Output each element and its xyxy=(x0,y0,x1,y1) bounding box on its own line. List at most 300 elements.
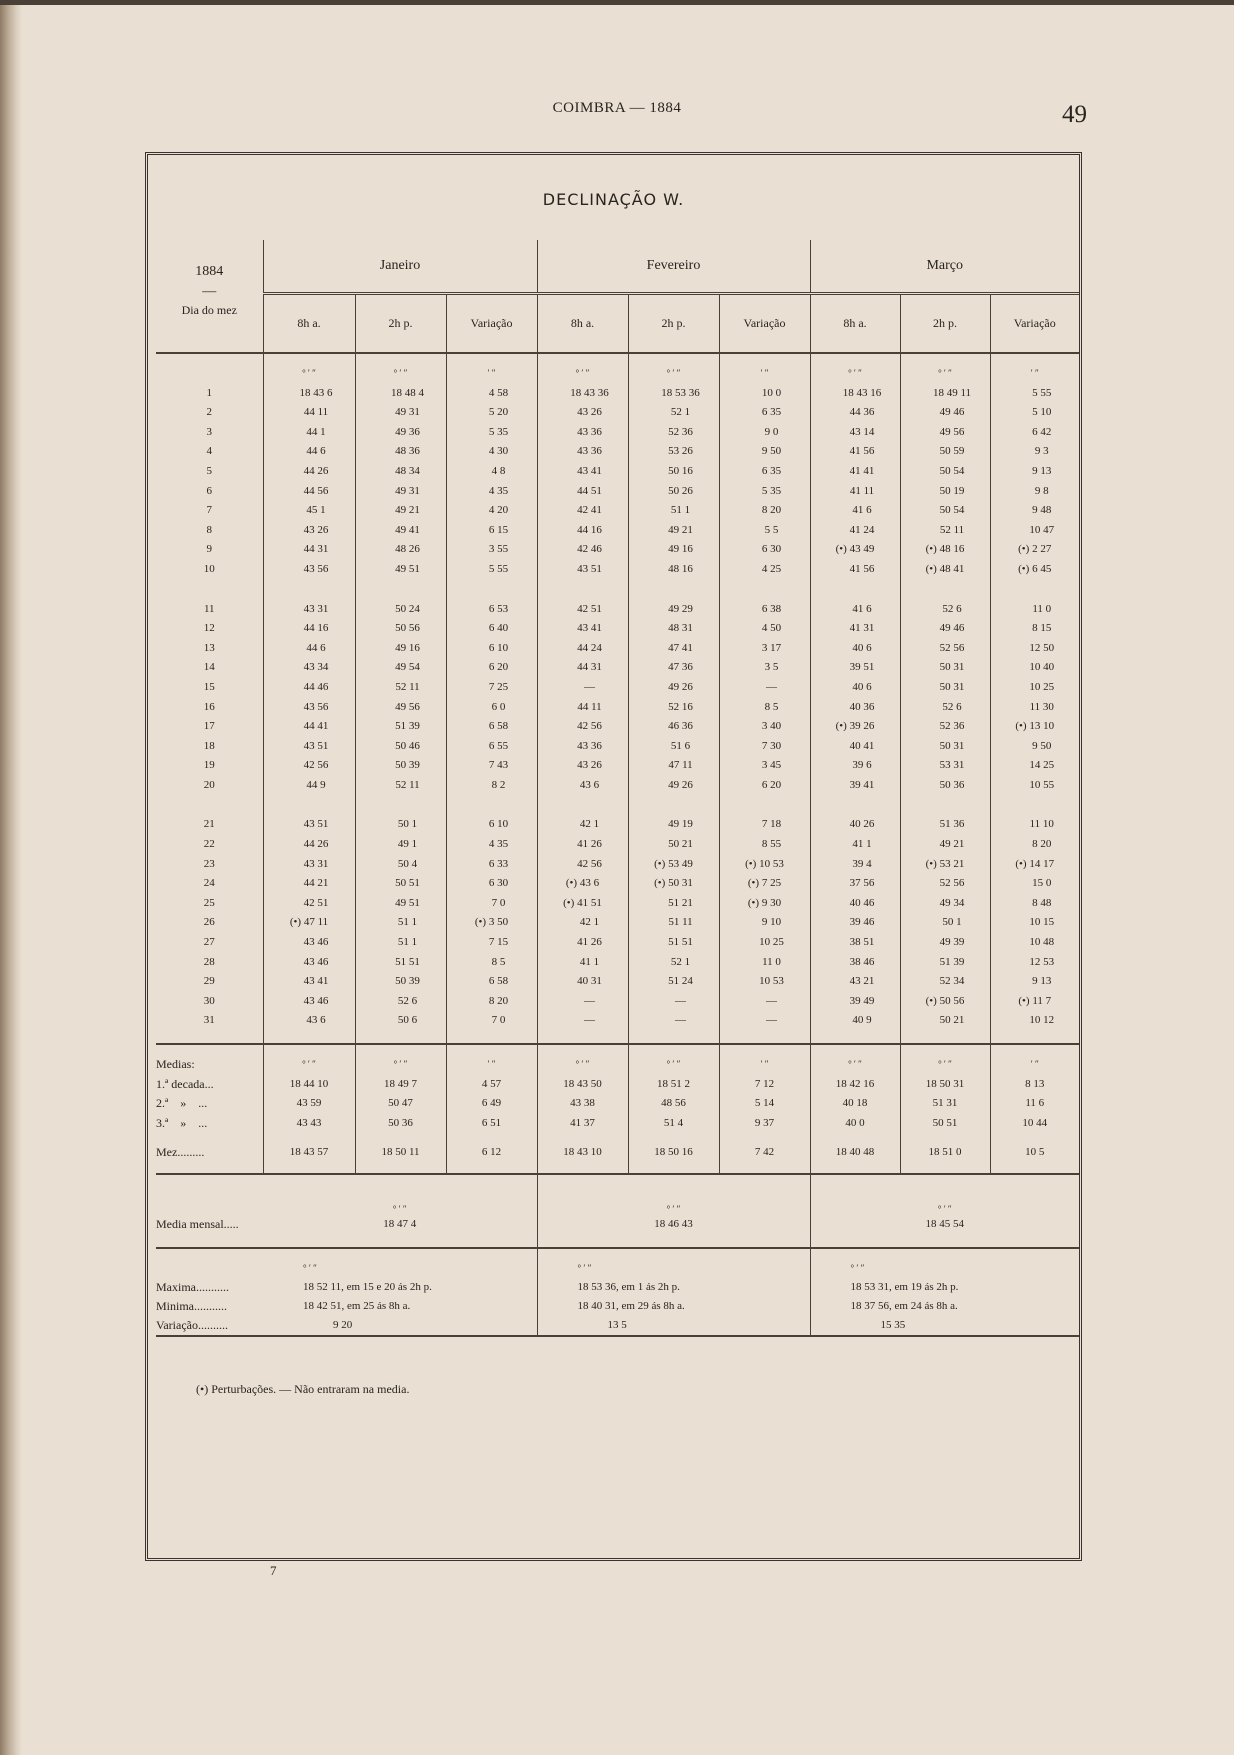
value-text: 44 21 xyxy=(303,877,329,890)
value-text: 18 48 4 xyxy=(391,386,424,399)
perturbation-marker: (•) xyxy=(925,543,937,556)
value-text: 44 36 xyxy=(849,406,875,419)
table-row xyxy=(156,933,1079,953)
medias-value: 43 59 xyxy=(263,1094,355,1114)
value-text: 43 36 xyxy=(577,739,602,752)
extremes-unit: ° ′ ″ xyxy=(303,1262,317,1273)
value-text: 10 48 xyxy=(1029,936,1055,949)
value-text: 44 51 xyxy=(577,484,602,497)
day-number: 11 xyxy=(203,602,215,615)
value-cell xyxy=(900,658,990,678)
value-cell xyxy=(719,619,810,639)
value-text: 12 50 xyxy=(1029,641,1055,654)
value-text: 49 16 xyxy=(395,641,420,654)
value-cell xyxy=(990,756,1079,776)
medias-value: 43 43 xyxy=(263,1114,355,1134)
value-text: 39 49 xyxy=(849,994,875,1007)
value-text: 53 31 xyxy=(939,759,965,772)
value-cell xyxy=(628,560,719,580)
book-binding-edge xyxy=(0,0,22,1755)
value-cell xyxy=(355,501,446,521)
medias-value: 18 50 31 xyxy=(900,1075,990,1095)
value-text: 6 38 xyxy=(761,602,782,615)
medias-value: 43 38 xyxy=(537,1094,628,1114)
value-text: 49 34 xyxy=(939,896,965,909)
perturbation-marker: (•) xyxy=(747,877,760,890)
value-cell xyxy=(537,403,628,423)
value-cell xyxy=(263,1011,355,1031)
value-text: 7 25 xyxy=(488,680,509,693)
value-text: 43 31 xyxy=(303,602,329,615)
value-cell xyxy=(263,639,355,659)
day-number: 4 xyxy=(206,445,212,458)
gap-cell xyxy=(719,795,810,815)
value-cell xyxy=(900,972,990,992)
value-text: — xyxy=(766,994,777,1007)
value-cell xyxy=(355,756,446,776)
medias-label: Medias: xyxy=(156,1044,263,1075)
value-text: 48 36 xyxy=(395,445,420,458)
medias-value: 18 44 10 xyxy=(263,1075,355,1095)
value-cell xyxy=(628,933,719,953)
value-cell xyxy=(810,776,900,796)
summary-spacer xyxy=(156,1031,1079,1044)
day-number: 29 xyxy=(203,975,215,988)
value-text: 51 51 xyxy=(668,936,693,949)
gap-cell xyxy=(810,580,900,600)
value-text: 50 31 xyxy=(939,661,965,674)
value-cell xyxy=(537,423,628,443)
value-text: 50 19 xyxy=(939,484,965,497)
value-cell xyxy=(990,482,1079,502)
table-row xyxy=(156,698,1079,718)
value-cell xyxy=(628,423,719,443)
value-cell xyxy=(537,462,628,482)
value-cell xyxy=(446,521,537,541)
day-number: 14 xyxy=(203,661,215,674)
gap-cell xyxy=(263,580,355,600)
value-text: 43 56 xyxy=(303,562,329,575)
value-text: 50 16 xyxy=(668,464,693,477)
extremes-var: 15 35 xyxy=(880,1318,906,1331)
medias-value: 41 37 xyxy=(537,1114,628,1134)
value-text: 3 40 xyxy=(761,720,782,733)
day-number: 25 xyxy=(203,896,215,909)
value-cell xyxy=(446,619,537,639)
value-cell xyxy=(990,639,1079,659)
value-text: 3 45 xyxy=(761,759,782,772)
gap-cell xyxy=(355,1031,446,1044)
table-row xyxy=(156,1011,1079,1031)
value-cell xyxy=(990,737,1079,757)
value-cell xyxy=(355,815,446,835)
subheader-row xyxy=(156,294,1079,354)
value-cell xyxy=(263,972,355,992)
value-text: 37 56 xyxy=(849,877,875,890)
value-text: 6 33 xyxy=(488,857,509,870)
value-cell xyxy=(719,698,810,718)
value-cell xyxy=(900,776,990,796)
value-text: 52 36 xyxy=(668,425,693,438)
subheader-8h: 8h a. xyxy=(810,294,900,354)
value-text: 41 51 xyxy=(577,896,602,909)
sheet-number: 7 xyxy=(270,1563,277,1578)
value-cell xyxy=(719,658,810,678)
gap-cell xyxy=(537,580,628,600)
value-cell xyxy=(446,560,537,580)
value-text: 50 1 xyxy=(942,916,962,929)
value-text: 8 20 xyxy=(488,994,509,1007)
perturbation-marker: (•) xyxy=(1015,857,1027,870)
media-mensal-label: Media mensal..... xyxy=(156,1174,263,1248)
value-cell xyxy=(719,737,810,757)
value-text: 12 53 xyxy=(1029,955,1055,968)
value-cell xyxy=(810,855,900,875)
mez-value: 18 43 10 xyxy=(537,1133,628,1174)
day-number: 24 xyxy=(203,877,215,890)
extremes-min: 18 42 51, em 25 ás 8h a. xyxy=(303,1299,411,1312)
value-cell xyxy=(446,423,537,443)
extremes-month xyxy=(810,1248,1079,1336)
value-text: 3 5 xyxy=(764,661,779,674)
value-text: 15 0 xyxy=(1032,877,1052,890)
subheader-2h: 2h p. xyxy=(900,294,990,354)
media-mensal-row xyxy=(156,1174,1079,1248)
medias-unit: ′ ″ xyxy=(446,1044,537,1075)
extremes-label: Minima........... xyxy=(156,1298,227,1313)
medias-value: 50 51 xyxy=(900,1114,990,1134)
value-cell xyxy=(446,835,537,855)
value-text: 9 3 xyxy=(1034,445,1049,458)
day-number: 17 xyxy=(203,720,215,733)
value-cell xyxy=(990,462,1079,482)
value-text: 43 41 xyxy=(303,975,329,988)
value-text: 44 24 xyxy=(577,641,602,654)
table-row xyxy=(156,501,1079,521)
value-cell xyxy=(446,462,537,482)
value-text: — xyxy=(584,680,595,693)
value-cell xyxy=(263,423,355,443)
value-cell xyxy=(628,600,719,620)
value-text: 44 41 xyxy=(303,720,329,733)
value-cell xyxy=(628,521,719,541)
value-text: 47 11 xyxy=(303,916,329,929)
value-cell xyxy=(446,384,537,404)
value-cell xyxy=(900,717,990,737)
medias-value: 6 49 xyxy=(446,1094,537,1114)
value-cell xyxy=(990,874,1079,894)
value-text: 6 45 xyxy=(1032,562,1052,575)
day-number: 16 xyxy=(203,700,215,713)
value-cell xyxy=(628,384,719,404)
value-text: 44 9 xyxy=(306,778,326,791)
value-text: 49 29 xyxy=(668,602,693,615)
value-text: 5 55 xyxy=(1032,386,1052,399)
value-cell xyxy=(537,874,628,894)
value-cell xyxy=(810,501,900,521)
value-text: 38 46 xyxy=(849,955,875,968)
value-cell xyxy=(446,600,537,620)
day-number: 27 xyxy=(203,936,215,949)
perturbation-marker: (•) xyxy=(747,896,760,909)
extremes-month xyxy=(263,1248,537,1336)
day-number: 22 xyxy=(203,838,215,851)
unit-label: ° ′ ″ xyxy=(628,353,719,384)
value-text: 6 30 xyxy=(761,543,782,556)
table-row xyxy=(156,540,1079,560)
value-text: 49 41 xyxy=(395,523,420,536)
value-text: 51 24 xyxy=(668,975,693,988)
value-text: 43 34 xyxy=(303,661,329,674)
table-row xyxy=(156,756,1079,776)
value-text: 8 20 xyxy=(1032,838,1052,851)
value-cell xyxy=(990,521,1079,541)
value-text: 41 56 xyxy=(849,445,875,458)
medias-value: 18 49 7 xyxy=(355,1075,446,1095)
perturbation-marker: (•) xyxy=(1018,994,1030,1007)
extremes-max: 18 53 31, em 19 ás 2h p. xyxy=(850,1280,959,1293)
year-header: 1884 — Dia do mez xyxy=(156,240,263,353)
value-cell xyxy=(628,855,719,875)
medias-unit: ° ′ ″ xyxy=(628,1044,719,1075)
value-text: 11 30 xyxy=(1029,700,1054,713)
value-cell xyxy=(355,540,446,560)
value-cell xyxy=(537,815,628,835)
table-row xyxy=(156,619,1079,639)
value-text: 4 30 xyxy=(488,445,509,458)
value-text: — xyxy=(766,1014,777,1027)
value-text: 50 54 xyxy=(939,504,965,517)
value-cell xyxy=(537,658,628,678)
value-text: 47 11 xyxy=(668,759,693,772)
medias-value: 51 4 xyxy=(628,1114,719,1134)
value-cell xyxy=(719,482,810,502)
medias-value: 18 43 50 xyxy=(537,1075,628,1095)
value-text: 53 49 xyxy=(668,857,693,870)
extremes-month xyxy=(537,1248,810,1336)
value-cell xyxy=(719,1011,810,1031)
value-text: 10 53 xyxy=(759,975,784,988)
value-cell xyxy=(263,619,355,639)
month-header-fevereiro: Fevereiro xyxy=(537,240,810,294)
value-cell xyxy=(446,756,537,776)
day-number: 28 xyxy=(203,955,215,968)
media-mensal-value xyxy=(537,1174,810,1248)
decade-gap xyxy=(156,580,1079,600)
value-text: 4 8 xyxy=(491,464,506,477)
gap-cell xyxy=(355,580,446,600)
value-text: 39 26 xyxy=(849,720,875,733)
value-text: 7 15 xyxy=(488,936,509,949)
extremes-var: 9 20 xyxy=(333,1318,353,1331)
value-text: 10 15 xyxy=(1029,916,1055,929)
value-cell xyxy=(810,972,900,992)
value-cell xyxy=(810,992,900,1012)
value-text: 44 6 xyxy=(306,641,326,654)
value-text: 40 6 xyxy=(852,680,872,693)
value-cell xyxy=(900,933,990,953)
value-cell xyxy=(810,384,900,404)
value-cell xyxy=(810,482,900,502)
value-cell xyxy=(263,874,355,894)
value-cell xyxy=(355,933,446,953)
value-cell xyxy=(810,717,900,737)
value-text: 50 6 xyxy=(397,1014,418,1027)
value-cell xyxy=(355,874,446,894)
value-cell xyxy=(446,953,537,973)
value-text: 40 36 xyxy=(849,700,875,713)
value-text: 39 6 xyxy=(852,759,872,772)
medias-value: 8 13 xyxy=(990,1075,1079,1095)
value-text: 49 21 xyxy=(395,504,420,517)
value-text: 11 0 xyxy=(1032,602,1052,615)
gap-cell xyxy=(628,1031,719,1044)
value-cell xyxy=(900,894,990,914)
value-text: 6 10 xyxy=(488,818,509,831)
value-cell xyxy=(263,403,355,423)
gap-cell xyxy=(628,580,719,600)
value-text: 50 56 xyxy=(939,994,965,1007)
value-text: 42 56 xyxy=(577,857,602,870)
medias-unit: ′ ″ xyxy=(719,1044,810,1075)
value-cell xyxy=(355,619,446,639)
value-text: 4 35 xyxy=(488,484,509,497)
perturbation-marker: (•) xyxy=(1018,543,1030,556)
value-cell xyxy=(810,815,900,835)
value-cell xyxy=(719,933,810,953)
value-text: 48 31 xyxy=(668,622,693,635)
value-text: 49 21 xyxy=(939,838,965,851)
value-text: 38 51 xyxy=(849,936,875,949)
value-text: 42 1 xyxy=(579,916,600,929)
gap-cell xyxy=(900,580,990,600)
value-text: 43 49 xyxy=(849,543,875,556)
value-cell xyxy=(537,619,628,639)
value-cell xyxy=(628,678,719,698)
perturbation-marker: (•) xyxy=(1018,562,1030,575)
extremes-labels xyxy=(156,1248,263,1336)
medias-value: 48 56 xyxy=(628,1094,719,1114)
value-cell xyxy=(355,560,446,580)
value-cell xyxy=(990,403,1079,423)
value-cell xyxy=(263,482,355,502)
table-row xyxy=(156,855,1079,875)
value-text: 44 16 xyxy=(577,523,602,536)
medias-unit: ° ′ ″ xyxy=(900,1044,990,1075)
value-cell xyxy=(719,600,810,620)
value-cell xyxy=(446,815,537,835)
gap-cell xyxy=(990,1031,1079,1044)
value-cell xyxy=(719,639,810,659)
media-mensal-value xyxy=(810,1174,1079,1248)
value-cell xyxy=(900,1011,990,1031)
value-cell xyxy=(446,933,537,953)
value-text: 10 55 xyxy=(1029,778,1055,791)
medias-row xyxy=(156,1075,1079,1095)
value-text: 44 26 xyxy=(303,464,329,477)
medias-value: 40 18 xyxy=(810,1094,900,1114)
extremes-row xyxy=(156,1248,1079,1336)
value-cell xyxy=(810,540,900,560)
value-cell xyxy=(263,737,355,757)
value-text: 5 35 xyxy=(761,484,782,497)
value-text: 44 11 xyxy=(303,406,329,419)
value-cell xyxy=(900,874,990,894)
value-text: 10 25 xyxy=(759,936,784,949)
medias-value: 50 47 xyxy=(355,1094,446,1114)
value-cell xyxy=(719,423,810,443)
value-text: 52 34 xyxy=(939,975,965,988)
value-cell xyxy=(537,972,628,992)
value-cell xyxy=(628,1011,719,1031)
medias-value: 51 31 xyxy=(900,1094,990,1114)
medias-value: 5 14 xyxy=(719,1094,810,1114)
gap-cell xyxy=(719,580,810,600)
value-cell xyxy=(719,717,810,737)
value-cell xyxy=(990,933,1079,953)
value-cell xyxy=(990,992,1079,1012)
value-text: 50 21 xyxy=(668,838,693,851)
value-text: 44 31 xyxy=(577,661,602,674)
gap-cell xyxy=(446,1031,537,1044)
unit-label: ° ′ ″ xyxy=(537,353,628,384)
value-text: 49 36 xyxy=(395,425,420,438)
value-text: 52 1 xyxy=(670,955,691,968)
extremes-min: 18 37 56, em 24 ás 8h a. xyxy=(850,1299,958,1312)
mez-value: 18 40 48 xyxy=(810,1133,900,1174)
value-cell xyxy=(355,600,446,620)
value-cell xyxy=(537,384,628,404)
value-text: 18 43 6 xyxy=(299,386,333,399)
value-text: 50 59 xyxy=(939,445,965,458)
value-cell xyxy=(446,1011,537,1031)
value-text: 8 55 xyxy=(761,838,782,851)
value-text: 49 1 xyxy=(397,838,418,851)
value-cell xyxy=(719,521,810,541)
value-cell xyxy=(990,815,1079,835)
value-cell xyxy=(990,894,1079,914)
value-cell xyxy=(810,639,900,659)
value-cell xyxy=(719,560,810,580)
value-cell xyxy=(446,639,537,659)
mez-value: 6 12 xyxy=(446,1133,537,1174)
gap-cell xyxy=(628,795,719,815)
value-cell xyxy=(810,953,900,973)
value-cell xyxy=(263,384,355,404)
value-cell xyxy=(446,972,537,992)
value-cell xyxy=(900,855,990,875)
value-cell xyxy=(355,423,446,443)
value-text: 41 11 xyxy=(849,484,875,497)
media-mensal-unit: ° ′ ″ xyxy=(392,1204,407,1215)
value-cell xyxy=(810,737,900,757)
value-cell xyxy=(355,403,446,423)
value-cell xyxy=(810,423,900,443)
value-cell xyxy=(263,698,355,718)
value-text: 41 31 xyxy=(849,622,875,635)
value-cell xyxy=(446,776,537,796)
gap-cell xyxy=(990,795,1079,815)
value-cell xyxy=(900,521,990,541)
value-text: 9 30 xyxy=(761,896,782,909)
value-cell xyxy=(446,855,537,875)
day-number: 3 xyxy=(206,425,212,438)
table-row xyxy=(156,737,1079,757)
value-cell xyxy=(263,756,355,776)
value-text: 50 21 xyxy=(939,1014,965,1027)
value-cell xyxy=(355,894,446,914)
gap-cell xyxy=(446,795,537,815)
